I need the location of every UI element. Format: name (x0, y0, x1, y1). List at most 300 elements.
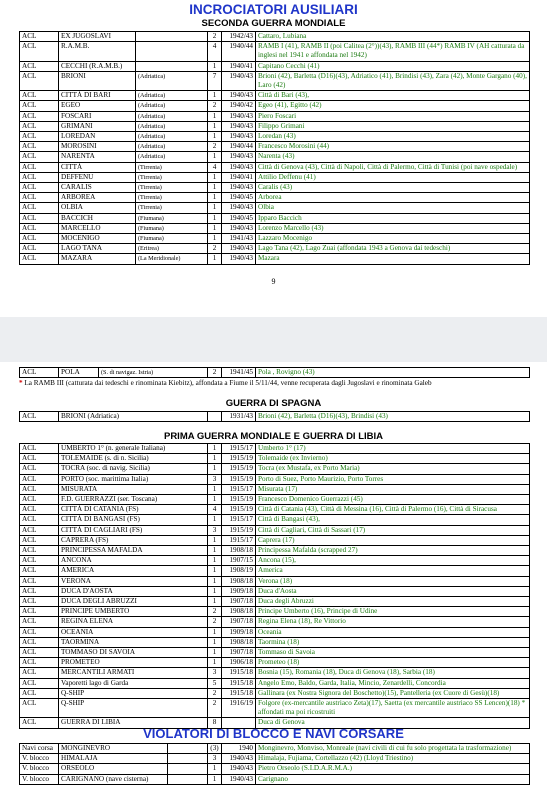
name-cell: ARBOREA (59, 193, 136, 203)
details-cell: Monginevro, Monviso, Monreale (navi civili di cui fu solo progettata la trasformazione) (256, 744, 530, 754)
type-cell: ACL (20, 111, 59, 121)
years-cell: 1908/19 (222, 566, 256, 576)
name-cell: PROMETEO (59, 658, 208, 668)
years-cell: 1940/43 (222, 754, 256, 764)
years-cell: 1915/19 (222, 495, 256, 505)
type-cell: ACL (20, 718, 59, 728)
details-cell: Ipparo Baccich (256, 213, 530, 223)
count-cell: 2 (208, 142, 222, 152)
details-cell: Principessa Mafalda (scrapped 27) (256, 546, 530, 556)
details-cell: Città di Cagliari, Città di Sassari (17) (256, 525, 530, 535)
table-row (20, 495, 530, 505)
years-cell: 1940/43 (222, 764, 256, 774)
table-row (20, 764, 530, 774)
count-cell: 1 (208, 597, 222, 607)
type-cell: ACL (20, 495, 59, 505)
name-cell: DUCA D'AOSTA (59, 586, 208, 596)
type-cell: ACL (20, 515, 59, 525)
years-cell: 1915/18 (222, 688, 256, 698)
name-cell: LOREDAN (59, 132, 136, 142)
years-cell: 1907/15 (222, 556, 256, 566)
count-cell: 1 (208, 627, 222, 637)
details-cell: Pietro Orseolo (S.I.D.A.R.M.A.) (256, 764, 530, 774)
details-cell: Porto di Suez, Porto Maurizio, Porto Torres (256, 474, 530, 484)
years-cell: 1916/19 (222, 699, 256, 718)
years-cell: 1909/18 (222, 627, 256, 637)
spagna-table (19, 411, 530, 422)
name-cell: POLA (59, 368, 99, 378)
table-row (20, 688, 530, 698)
owner-cell: (Adriatica) (136, 101, 208, 111)
count-cell: 3 (208, 754, 222, 764)
count-cell: 1 (208, 61, 222, 71)
count-cell: 3 (208, 668, 222, 678)
years-cell: 1940/45 (222, 193, 256, 203)
details-cell: Verona (18) (256, 576, 530, 586)
years-cell: 1940/44 (222, 142, 256, 152)
years-cell: 1915/19 (222, 505, 256, 515)
table-row (20, 32, 530, 42)
years-cell: 1907/18 (222, 597, 256, 607)
table-row (20, 444, 530, 454)
years-cell: 1940/43 (222, 132, 256, 142)
type-cell: ACL (20, 172, 59, 182)
owner-cell (168, 774, 208, 784)
name-cell: PORTO (soc. marittima Italia) (59, 474, 208, 484)
name-cell: BRIONI (59, 71, 136, 90)
details-cell: Caralis (43) (256, 183, 530, 193)
name-cell: TOMMASO DI SAVOIA (59, 648, 208, 658)
table-row (20, 254, 530, 264)
page-one (0, 0, 547, 317)
years-cell: 1906/18 (222, 658, 256, 668)
table-row (20, 586, 530, 596)
table-row (20, 111, 530, 121)
type-cell: ACL (20, 576, 59, 586)
count-cell: 1 (208, 132, 222, 142)
years-cell: 1915/19 (222, 454, 256, 464)
count-cell: 1 (208, 223, 222, 233)
table-row (20, 627, 530, 637)
name-cell: MOROSINI (59, 142, 136, 152)
details-cell: Caprera (17) (256, 535, 530, 545)
count-cell: 1 (208, 484, 222, 494)
type-cell: ACL (20, 688, 59, 698)
libia-table (19, 443, 530, 729)
count-cell: (3) (208, 744, 222, 754)
count-cell (208, 412, 222, 422)
count-cell: 5 (208, 678, 222, 688)
name-cell: CITTÀ DI CAGLIARI (FS) (59, 525, 208, 535)
name-cell: Q-SHIP (59, 688, 208, 698)
type-cell: ACL (20, 61, 59, 71)
owner-cell: (Tirrenia) (136, 183, 208, 193)
details-cell: Ancona (15), (256, 556, 530, 566)
owner-cell (136, 42, 208, 61)
name-cell: DUCA DEGLI ABRUZZI (59, 597, 208, 607)
years-cell: 1915/17 (222, 484, 256, 494)
details-cell: Angelo Emo, Baldo, Garda, Italia, Mincio, Zenardelli, Concordia (256, 678, 530, 688)
footnote: * La RAMB III (catturata dai tedeschi e rinominata Kiebitz), affondata a Fiume il 5/11/44, venne recuperata dagli Jugoslavi e rinominata Galeb (19, 379, 432, 388)
years-cell: 1940/43 (222, 91, 256, 101)
owner-cell (168, 744, 208, 754)
type-cell: ACL (20, 223, 59, 233)
details-cell: Francesco Morosini (44) (256, 142, 530, 152)
details-cell: Città di Catania (43), Città di Messina (16), Città di Palermo (16), Città di Siracusa (256, 505, 530, 515)
count-cell: 2 (208, 607, 222, 617)
name-cell: CARIGNANO (nave cisterna) (59, 774, 168, 784)
table-row (20, 42, 530, 61)
details-cell: Città di Bangasi (43), (256, 515, 530, 525)
count-cell: 1 (208, 454, 222, 464)
details-cell: Taormina (18) (256, 637, 530, 647)
table-row (20, 203, 530, 213)
details-cell: Piero Foscari (256, 111, 530, 121)
table-row (20, 484, 530, 494)
table-row (20, 597, 530, 607)
name-cell: MISURATA (59, 484, 208, 494)
table-row (20, 754, 530, 764)
name-cell: CECCHI (R.A.M.B.) (59, 61, 136, 71)
table-row (20, 193, 530, 203)
name-cell: AMERICA (59, 566, 208, 576)
type-cell: ACL (20, 658, 59, 668)
table-row (20, 505, 530, 515)
count-cell: 2 (208, 101, 222, 111)
name-cell: OLBIA (59, 203, 136, 213)
table-row (20, 234, 530, 244)
count-cell: 1 (208, 183, 222, 193)
type-cell: ACL (20, 132, 59, 142)
details-cell: Umberto 1° (17) (256, 444, 530, 454)
owner-cell: (Tirrenia) (136, 203, 208, 213)
type-cell: ACL (20, 162, 59, 172)
count-cell: 1 (208, 637, 222, 647)
name-cell: MOCENIGO (59, 234, 136, 244)
type-cell: ACL (20, 484, 59, 494)
details-cell: Lago Tana (42), Lago Zuai (affondata 1943 a Genova dai tedeschi) (256, 244, 530, 254)
table-row (20, 61, 530, 71)
name-cell: Vaporetti lago di Garda (59, 678, 208, 688)
name-cell: NARENTA (59, 152, 136, 162)
table-row (20, 699, 530, 718)
count-cell: 1 (208, 586, 222, 596)
years-cell: 1941/45 (222, 368, 256, 378)
table-row (20, 566, 530, 576)
table-row (20, 474, 530, 484)
count-cell: 1 (208, 515, 222, 525)
details-cell: Mazara (256, 254, 530, 264)
count-cell: 1 (208, 556, 222, 566)
details-cell: Narenta (43) (256, 152, 530, 162)
years-cell: 1909/18 (222, 586, 256, 596)
type-cell: ACL (20, 597, 59, 607)
type-cell: ACL (20, 464, 59, 474)
years-cell: 1940/42 (222, 101, 256, 111)
years-cell: 1940/41 (222, 172, 256, 182)
table-row (20, 668, 530, 678)
details-cell: Folgore (ex-mercantile austriaco Zeta)(17), Saetta (ex mercantile austriaco SS Lencen)(18) * affondati ma poi ricostruiti (256, 699, 530, 718)
details-cell: Città di Genova (43), Città di Napoli, Città di Palermo, Città di Tunisi (poi nave ospedale) (256, 162, 530, 172)
details-cell: Bosnia (15), Romania (18), Duca di Genova (18), Sarbia (18) (256, 668, 530, 678)
years-cell: 1908/18 (222, 546, 256, 556)
type-cell: ACL (20, 505, 59, 515)
name-cell: TOLEMAIDE (s. di n. Sicilia) (59, 454, 208, 464)
years-cell: 1942/43 (222, 32, 256, 42)
years-cell: 1940/43 (222, 244, 256, 254)
name-cell: ANCONA (59, 556, 208, 566)
years-cell: 1940/43 (222, 203, 256, 213)
name-cell: PRINCIPESSA MAFALDA (59, 546, 208, 556)
type-cell: ACL (20, 368, 59, 378)
name-cell: REGINA ELENA (59, 617, 208, 627)
type-cell: ACL (20, 91, 59, 101)
name-cell: CITTÀ (59, 162, 136, 172)
name-cell: MAZARA (59, 254, 136, 264)
years-cell: 1940 (222, 744, 256, 754)
details-cell: Cattaro, Lubiana (256, 32, 530, 42)
table-row (20, 71, 530, 90)
table-row (20, 744, 530, 754)
owner-cell (136, 61, 208, 71)
type-cell: ACL (20, 101, 59, 111)
details-cell: Pola , Rovigno (43) (256, 368, 530, 378)
table-row (20, 162, 530, 172)
count-cell: 1 (208, 535, 222, 545)
table-row (20, 152, 530, 162)
owner-cell: (Fiumana) (136, 213, 208, 223)
count-cell: 1 (208, 234, 222, 244)
count-cell: 1 (208, 566, 222, 576)
details-cell: Capitano Cecchi (41) (256, 61, 530, 71)
name-cell: EGEO (59, 101, 136, 111)
type-cell: ACL (20, 444, 59, 454)
name-cell: TAORMINA (59, 637, 208, 647)
years-cell: 1908/18 (222, 576, 256, 586)
type-cell: V. blocco (20, 754, 59, 764)
owner-cell (168, 764, 208, 774)
table-row (20, 121, 530, 131)
table-row (20, 648, 530, 658)
years-cell: 1941/43 (222, 234, 256, 244)
count-cell: 2 (208, 32, 222, 42)
owner-cell (136, 32, 208, 42)
owner-cell: (Adriatica) (136, 152, 208, 162)
years-cell: 1940/43 (222, 152, 256, 162)
count-cell: 1 (208, 576, 222, 586)
details-cell: Arborea (256, 193, 530, 203)
name-cell: OCEANIA (59, 627, 208, 637)
type-cell: ACL (20, 617, 59, 627)
details-cell: Città di Bari (43), (256, 91, 530, 101)
details-cell: Egeo (41), Egitto (42) (256, 101, 530, 111)
name-cell: PRINCIPE UMBERTO (59, 607, 208, 617)
years-cell: 1940/43 (222, 254, 256, 264)
type-cell: ACL (20, 244, 59, 254)
details-cell: Attilio Deffenu (41) (256, 172, 530, 182)
owner-cell: (Fiumana) (136, 223, 208, 233)
name-cell: CARALIS (59, 183, 136, 193)
owner-cell: (Adriatica) (136, 142, 208, 152)
count-cell: 1 (208, 172, 222, 182)
table-row (20, 368, 530, 378)
years-cell: 1908/18 (222, 637, 256, 647)
table-row (20, 101, 530, 111)
count-cell: 1 (208, 254, 222, 264)
years-cell: 1915/19 (222, 525, 256, 535)
table-row (20, 546, 530, 556)
table-row (20, 637, 530, 647)
details-cell: Filippo Grimani (256, 121, 530, 131)
table-row (20, 172, 530, 182)
type-cell: ACL (20, 648, 59, 658)
years-cell: 1940/43 (222, 121, 256, 131)
name-cell: Q-SHIP (59, 699, 208, 718)
owner-cell: (Adriatica) (136, 111, 208, 121)
count-cell: 2 (208, 699, 222, 718)
owner-cell: (La Meridionale) (136, 254, 208, 264)
table-row (20, 607, 530, 617)
type-cell: ACL (20, 42, 59, 61)
type-cell: ACL (20, 607, 59, 617)
years-cell: 1940/44 (222, 42, 256, 61)
page-number: 9 (271, 277, 276, 286)
table-row (20, 142, 530, 152)
type-cell: ACL (20, 183, 59, 193)
details-cell: America (256, 566, 530, 576)
count-cell: 7 (208, 71, 222, 90)
count-cell: 1 (208, 152, 222, 162)
type-cell: ACL (20, 566, 59, 576)
count-cell: 4 (208, 162, 222, 172)
details-cell: Himalaja, Fujiama, Cortellazzo (42) (Lloyd Triestino) (256, 754, 530, 764)
name-cell: VERONA (59, 576, 208, 586)
details-cell: Regina Elena (18), Re Vittorio (256, 617, 530, 627)
years-cell: 1915/19 (222, 464, 256, 474)
owner-cell: (Adriatica) (136, 71, 208, 90)
name-cell: CITTÀ DI CATANIA (FS) (59, 505, 208, 515)
type-cell: ACL (20, 586, 59, 596)
name-cell: MONGINEVRO (59, 744, 168, 754)
table-row (20, 525, 530, 535)
count-cell: 1 (208, 658, 222, 668)
table-row (20, 244, 530, 254)
years-cell: 1915/17 (222, 444, 256, 454)
table-row (20, 515, 530, 525)
table-row (20, 678, 530, 688)
type-cell: ACL (20, 627, 59, 637)
count-cell: 1 (208, 111, 222, 121)
owner-cell: (Fiumana) (136, 234, 208, 244)
type-cell: ACL (20, 525, 59, 535)
years-cell: 1940/45 (222, 213, 256, 223)
details-cell: Tommaso di Savoia (256, 648, 530, 658)
years-cell: 1940/41 (222, 61, 256, 71)
table-row (20, 658, 530, 668)
count-cell: 2 (208, 368, 222, 378)
details-cell: Lorenzo Marcello (43) (256, 223, 530, 233)
years-cell: 1940/43 (222, 223, 256, 233)
name-cell: F.D. GUERRAZZI (ser. Toscana) (59, 495, 208, 505)
details-cell: Duca degli Abruzzi (256, 597, 530, 607)
spagna-title: GUERRA DI SPAGNA (225, 398, 322, 409)
name-cell: R.A.M.B. (59, 42, 136, 61)
table-row (20, 774, 530, 784)
name-cell: BACCICH (59, 213, 136, 223)
table-row (20, 617, 530, 627)
name-cell: CITTÀ DI BARI (59, 91, 136, 101)
count-cell: 1 (208, 764, 222, 774)
name-cell: FOSCARI (59, 111, 136, 121)
count-cell: 1 (208, 444, 222, 454)
count-cell: 1 (208, 546, 222, 556)
violatori-table (19, 743, 530, 785)
details-cell: Principe Umberto (16), Principe di Udine (256, 607, 530, 617)
owner-cell: (Eritrea) (136, 244, 208, 254)
type-cell: ACL (20, 412, 59, 422)
table-row (20, 576, 530, 586)
table-row (20, 91, 530, 101)
table-row (20, 454, 530, 464)
type-cell: ACL (20, 254, 59, 264)
count-cell: 3 (208, 525, 222, 535)
type-cell: ACL (20, 454, 59, 464)
type-cell: ACL (20, 535, 59, 545)
type-cell: ACL (20, 699, 59, 718)
years-cell: 1940/43 (222, 111, 256, 121)
details-cell: Brioni (42), Barletta (D16)(43), Brindisi (43) (256, 412, 530, 422)
details-cell: Lazzaro Mocenigo (256, 234, 530, 244)
owner-cell: (Tirrenia) (136, 172, 208, 182)
name-cell: HIMALAJA (59, 754, 168, 764)
type-cell: ACL (20, 556, 59, 566)
years-cell: 1915/17 (222, 515, 256, 525)
page-gap (0, 317, 547, 362)
owner-cell: (Adriatica) (136, 132, 208, 142)
years-cell: 1915/18 (222, 668, 256, 678)
years-cell: 1907/18 (222, 648, 256, 658)
years-cell: 1915/19 (222, 474, 256, 484)
count-cell: 3 (208, 474, 222, 484)
count-cell: 2 (208, 244, 222, 254)
owner-cell: (Adriatica) (136, 121, 208, 131)
details-cell: Duca d'Aosta (256, 586, 530, 596)
table-row (20, 183, 530, 193)
table-row (20, 223, 530, 233)
type-cell: V. blocco (20, 764, 59, 774)
count-cell: 2 (208, 688, 222, 698)
name-cell: CITTÀ DI BANGASI (FS) (59, 515, 208, 525)
count-cell: 1 (208, 203, 222, 213)
details-cell: Misurata (17) (256, 484, 530, 494)
details-cell: Tolemaide (ex Invierno) (256, 454, 530, 464)
type-cell: Navi corsa (20, 744, 59, 754)
name-cell: LAGO TANA (59, 244, 136, 254)
type-cell: ACL (20, 152, 59, 162)
type-cell: ACL (20, 678, 59, 688)
count-cell: 1 (208, 774, 222, 784)
details-cell: Carignano (256, 774, 530, 784)
type-cell: ACL (20, 213, 59, 223)
type-cell: ACL (20, 193, 59, 203)
name-cell: MERCANTILI ARMATI (59, 668, 208, 678)
name-cell: DEFFENU (59, 172, 136, 182)
owner-cell: (Tirrenia) (136, 193, 208, 203)
details-cell: Gallinara (ex Nostra Signora del Boschetto)(15), Pantelleria (ex Cuore di Gesù)(18) (256, 688, 530, 698)
details-cell: Prometeo (18) (256, 658, 530, 668)
details-cell: Oceania (256, 627, 530, 637)
name-cell: UMBERTO 1° (n. generale Italiana) (59, 444, 208, 454)
